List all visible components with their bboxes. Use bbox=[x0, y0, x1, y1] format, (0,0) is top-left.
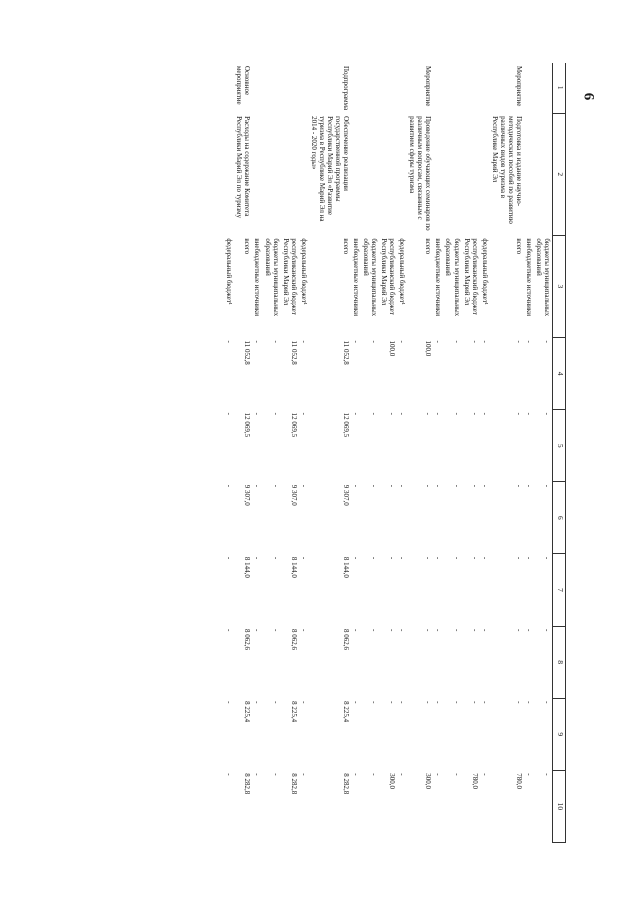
value-cell: - bbox=[514, 629, 523, 632]
value-cell: - bbox=[225, 556, 234, 560]
value-cell: 8 144,0 bbox=[289, 556, 298, 578]
row-type-cell bbox=[443, 63, 461, 113]
value-cell: - bbox=[352, 484, 361, 488]
value-cell: - bbox=[424, 484, 433, 488]
value-cell: - bbox=[452, 629, 461, 632]
table-row bbox=[252, 63, 262, 843]
funding-source-cell: федеральный бюджет¹ bbox=[480, 238, 489, 305]
funding-source-cell: республиканский бюджет Республики Марий Эл bbox=[462, 238, 479, 315]
row-type-cell bbox=[433, 63, 443, 113]
value-cell: 300,0 bbox=[388, 773, 397, 790]
header-cell: 10 bbox=[553, 770, 566, 842]
value-cell: - bbox=[480, 773, 489, 776]
value-cell: - bbox=[253, 629, 262, 632]
value-cell: - bbox=[543, 556, 551, 560]
funding-source-cell: всего bbox=[341, 238, 350, 255]
value-cell: - bbox=[524, 701, 533, 704]
value-cell: - bbox=[543, 484, 551, 488]
header-cell: 3 bbox=[553, 235, 566, 337]
value-cell: 8 225,4 bbox=[243, 701, 252, 723]
row-title-cell bbox=[263, 113, 281, 235]
value-cell: - bbox=[225, 701, 234, 704]
row-title-cell bbox=[252, 113, 262, 235]
value-cell: - bbox=[470, 340, 479, 343]
table-row bbox=[480, 63, 490, 843]
value-cell: - bbox=[370, 629, 379, 632]
funding-source-cell: всего bbox=[514, 238, 523, 255]
value-cell: - bbox=[434, 412, 443, 415]
value-cell: - bbox=[480, 484, 489, 488]
value-cell: - bbox=[253, 556, 262, 560]
value-cell: - bbox=[480, 556, 489, 560]
value-cell: - bbox=[271, 773, 280, 776]
value-cell: - bbox=[514, 484, 523, 488]
value-cell: - bbox=[370, 412, 379, 415]
value-cell: 12 069,5 bbox=[341, 412, 350, 438]
value-cell: - bbox=[452, 773, 461, 776]
value-cell: 8 282,8 bbox=[341, 773, 350, 795]
table-row bbox=[490, 63, 524, 843]
value-cell: - bbox=[370, 773, 379, 776]
row-type-cell bbox=[281, 63, 299, 113]
funding-source-cell: федеральный бюджет¹ bbox=[398, 238, 407, 305]
row-title-cell bbox=[361, 113, 379, 235]
value-cell: 100,0 bbox=[388, 340, 397, 357]
row-title-cell bbox=[351, 113, 361, 235]
value-cell: - bbox=[370, 701, 379, 704]
value-cell: - bbox=[524, 484, 533, 488]
value-cell: 8 062,6 bbox=[243, 629, 252, 651]
value-cell: - bbox=[524, 412, 533, 415]
value-cell: 8 062,6 bbox=[341, 629, 350, 651]
row-type-cell bbox=[252, 63, 262, 113]
value-cell: - bbox=[388, 629, 397, 632]
header-cell: 6 bbox=[553, 482, 566, 554]
funding-source-cell: внебюджетные источники bbox=[434, 238, 443, 316]
table-row bbox=[397, 63, 407, 843]
value-cell: - bbox=[424, 412, 433, 415]
value-cell: 11 052,8 bbox=[289, 340, 298, 365]
value-cell: - bbox=[424, 556, 433, 560]
value-cell: 8 144,0 bbox=[341, 556, 350, 578]
table-row bbox=[443, 63, 461, 843]
row-type-cell bbox=[299, 63, 309, 113]
row-title-cell bbox=[524, 113, 534, 235]
row-type-cell: Мероприятие bbox=[424, 66, 433, 107]
value-cell: 12 069,5 bbox=[243, 412, 252, 438]
value-cell: - bbox=[514, 556, 523, 560]
funding-source-cell: федеральный бюджет¹ bbox=[299, 238, 308, 305]
value-cell: - bbox=[299, 412, 308, 415]
value-cell: - bbox=[424, 629, 433, 632]
table-row bbox=[224, 63, 234, 843]
budget-table bbox=[224, 63, 566, 843]
value-cell: - bbox=[470, 556, 479, 560]
value-cell: - bbox=[434, 773, 443, 776]
value-cell: 8 225,4 bbox=[341, 701, 350, 723]
table-row bbox=[524, 63, 534, 843]
value-cell: - bbox=[271, 484, 280, 488]
funding-source-cell: республиканский бюджет Республики Марий Эл bbox=[281, 238, 298, 315]
value-cell: 11 052,8 bbox=[341, 340, 350, 365]
value-cell: - bbox=[470, 484, 479, 488]
value-cell: - bbox=[452, 412, 461, 415]
value-cell: - bbox=[299, 701, 308, 704]
value-cell: - bbox=[514, 340, 523, 343]
funding-source-cell: федеральный бюджет¹ bbox=[225, 238, 234, 305]
table-row bbox=[361, 63, 379, 843]
value-cell: - bbox=[388, 484, 397, 488]
value-cell: - bbox=[543, 412, 551, 415]
value-cell: - bbox=[225, 629, 234, 632]
value-cell: - bbox=[253, 701, 262, 704]
funding-source-cell: бюджеты муниципальных образований bbox=[444, 238, 461, 317]
page-number: 6 bbox=[580, 92, 597, 101]
value-cell: - bbox=[225, 412, 234, 415]
table-row bbox=[281, 63, 299, 843]
value-cell: - bbox=[299, 340, 308, 343]
row-type-cell: Основное мероприятие bbox=[235, 66, 252, 105]
funding-source-cell: бюджеты муниципальных образований bbox=[263, 238, 280, 317]
funding-source-cell: республиканский бюджет Республики Марий Эл bbox=[380, 238, 397, 315]
value-cell: - bbox=[253, 340, 262, 343]
funding-source-cell: всего bbox=[424, 238, 433, 255]
value-cell: - bbox=[299, 484, 308, 488]
row-type-cell bbox=[361, 63, 379, 113]
value-cell: - bbox=[388, 412, 397, 415]
value-cell: - bbox=[352, 701, 361, 704]
value-cell: - bbox=[470, 629, 479, 632]
value-cell: - bbox=[524, 340, 533, 343]
row-title-cell: Проведение обучающих семинаров по различным вопросам, связанным с развитием сферы туризма bbox=[408, 116, 433, 231]
value-cell: - bbox=[514, 412, 523, 415]
table-row bbox=[309, 63, 351, 843]
value-cell: - bbox=[352, 629, 361, 632]
value-cell: - bbox=[388, 701, 397, 704]
value-cell: - bbox=[271, 701, 280, 704]
value-cell: 8 062,6 bbox=[289, 629, 298, 651]
table-header-row bbox=[553, 63, 566, 843]
value-cell: - bbox=[352, 773, 361, 776]
value-cell: - bbox=[470, 701, 479, 704]
table-row bbox=[534, 63, 553, 843]
row-type-cell: Мероприятие bbox=[514, 66, 523, 107]
funding-source-cell: бюджеты муниципальных образований bbox=[534, 238, 551, 317]
table-body bbox=[224, 63, 552, 843]
value-cell: - bbox=[424, 701, 433, 704]
value-cell: - bbox=[452, 556, 461, 560]
row-title-cell bbox=[433, 113, 443, 235]
value-cell: - bbox=[452, 484, 461, 488]
row-title-cell bbox=[534, 113, 553, 235]
value-cell: 100,0 bbox=[424, 340, 433, 357]
row-title-cell bbox=[443, 113, 461, 235]
row-type-cell bbox=[351, 63, 361, 113]
value-cell: - bbox=[434, 556, 443, 560]
value-cell: - bbox=[299, 629, 308, 632]
value-cell: - bbox=[452, 340, 461, 343]
row-title-cell: Расходы на содержание Комитета Республики Марий Эл по туризму bbox=[235, 116, 252, 219]
value-cell: - bbox=[480, 412, 489, 415]
header-cell: 5 bbox=[553, 410, 566, 482]
row-type-cell bbox=[462, 63, 480, 113]
funding-source-cell: всего bbox=[243, 238, 252, 255]
value-cell: - bbox=[398, 412, 407, 415]
value-cell: 780,0 bbox=[514, 773, 523, 790]
rotated-table-container bbox=[126, 63, 566, 843]
value-cell: - bbox=[253, 773, 262, 776]
value-cell: - bbox=[299, 773, 308, 776]
row-title-cell bbox=[480, 113, 490, 235]
value-cell: - bbox=[225, 773, 234, 776]
value-cell: - bbox=[434, 340, 443, 343]
value-cell: - bbox=[480, 701, 489, 704]
value-cell: 8 282,8 bbox=[243, 773, 252, 795]
value-cell: - bbox=[352, 340, 361, 343]
header-cell: 4 bbox=[553, 338, 566, 410]
value-cell: - bbox=[470, 412, 479, 415]
value-cell: - bbox=[271, 629, 280, 632]
table-row bbox=[462, 63, 480, 843]
value-cell: - bbox=[543, 773, 551, 776]
row-title-cell bbox=[281, 113, 299, 235]
value-cell: - bbox=[352, 412, 361, 415]
table-row bbox=[263, 63, 281, 843]
value-cell: 8 144,0 bbox=[243, 556, 252, 578]
value-cell: 780,0 bbox=[470, 773, 479, 790]
value-cell: - bbox=[480, 629, 489, 632]
value-cell: - bbox=[514, 701, 523, 704]
value-cell: 8 282,8 bbox=[289, 773, 298, 795]
value-cell: - bbox=[434, 629, 443, 632]
value-cell: - bbox=[225, 484, 234, 488]
row-title-cell bbox=[379, 113, 397, 235]
row-title-cell bbox=[299, 113, 309, 235]
row-title-cell: Обеспечение реализации государственной программы Республики Марий Эл «Развитие туризма в Республике Марий Эл на 2014 - 2020 годы» bbox=[309, 116, 350, 222]
value-cell: - bbox=[398, 701, 407, 704]
funding-source-cell: бюджеты муниципальных образований bbox=[362, 238, 379, 317]
row-title-cell: Подготовка и издание научно-методических пособий по развитию различных видов туризма в Республике Марий Эл bbox=[490, 116, 523, 224]
row-title-cell bbox=[224, 113, 234, 235]
value-cell: - bbox=[388, 556, 397, 560]
value-cell: - bbox=[543, 340, 551, 343]
header-cell: 2 bbox=[553, 113, 566, 235]
value-cell: - bbox=[524, 773, 533, 776]
row-type-cell bbox=[224, 63, 234, 113]
value-cell: - bbox=[524, 556, 533, 560]
value-cell: - bbox=[253, 412, 262, 415]
row-type-cell bbox=[263, 63, 281, 113]
table-row bbox=[407, 63, 433, 843]
funding-source-cell: внебюджетные источники bbox=[253, 238, 262, 316]
funding-source-cell: внебюджетные источники bbox=[524, 238, 533, 316]
value-cell: - bbox=[398, 556, 407, 560]
value-cell: - bbox=[370, 556, 379, 560]
value-cell: - bbox=[434, 701, 443, 704]
value-cell: - bbox=[225, 340, 234, 343]
header-cell: 9 bbox=[553, 698, 566, 770]
value-cell: - bbox=[543, 629, 551, 632]
value-cell: - bbox=[480, 340, 489, 343]
header-cell: 8 bbox=[553, 626, 566, 698]
row-title-cell bbox=[462, 113, 480, 235]
value-cell: - bbox=[398, 773, 407, 776]
value-cell: 9 307,0 bbox=[289, 484, 298, 506]
value-cell: - bbox=[271, 412, 280, 415]
table-row bbox=[433, 63, 443, 843]
value-cell: - bbox=[271, 340, 280, 343]
row-type-cell bbox=[524, 63, 534, 113]
row-type-cell bbox=[534, 63, 553, 113]
value-cell: 300,0 bbox=[424, 773, 433, 790]
header-cell: 7 bbox=[553, 554, 566, 626]
value-cell: - bbox=[299, 556, 308, 560]
value-cell: - bbox=[370, 340, 379, 343]
value-cell: - bbox=[524, 629, 533, 632]
row-type-cell bbox=[397, 63, 407, 113]
value-cell: - bbox=[398, 629, 407, 632]
value-cell: - bbox=[253, 484, 262, 488]
value-cell: 11 052,8 bbox=[243, 340, 252, 365]
value-cell: - bbox=[271, 556, 280, 560]
table-row bbox=[234, 63, 252, 843]
table-row bbox=[299, 63, 309, 843]
value-cell: - bbox=[398, 340, 407, 343]
header-cell: 1 bbox=[553, 63, 566, 113]
value-cell: - bbox=[370, 484, 379, 488]
table-row bbox=[379, 63, 397, 843]
row-type-cell bbox=[480, 63, 490, 113]
row-type-cell bbox=[379, 63, 397, 113]
value-cell: - bbox=[452, 701, 461, 704]
value-cell: 12 069,5 bbox=[289, 412, 298, 438]
row-title-cell bbox=[397, 113, 407, 235]
value-cell: - bbox=[352, 556, 361, 560]
value-cell: 9 307,0 bbox=[243, 484, 252, 506]
value-cell: - bbox=[543, 701, 551, 704]
table-row bbox=[351, 63, 361, 843]
value-cell: 8 225,4 bbox=[289, 701, 298, 723]
funding-source-cell: внебюджетные источники bbox=[352, 238, 361, 316]
value-cell: - bbox=[434, 484, 443, 488]
row-type-cell: Подпрограмма bbox=[341, 66, 350, 111]
value-cell: 9 307,0 bbox=[341, 484, 350, 506]
value-cell: - bbox=[398, 484, 407, 488]
